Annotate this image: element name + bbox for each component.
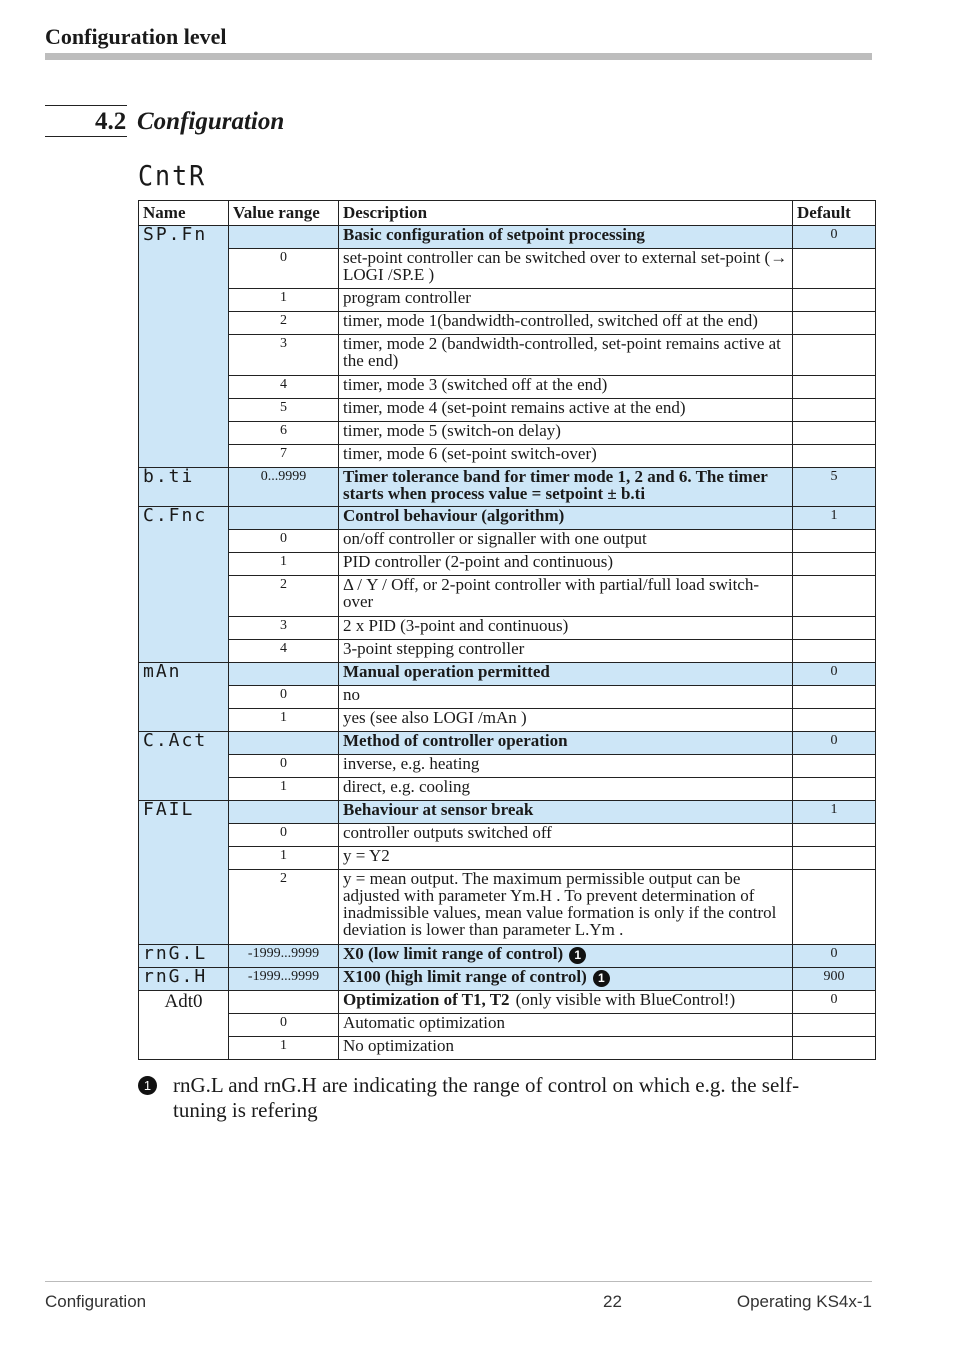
param-description (339, 968, 793, 991)
option-value: 0 (229, 686, 339, 709)
option-default (793, 335, 876, 376)
section-number: 4.2 (95, 108, 127, 135)
option-default (793, 312, 876, 335)
table-row (139, 335, 876, 376)
option-default (793, 709, 876, 732)
param-name (139, 507, 229, 663)
table-row (139, 576, 876, 617)
param-name (139, 991, 229, 1060)
option-default (793, 778, 876, 801)
table-row (139, 468, 876, 507)
col-header-default: Default (793, 201, 876, 226)
option-value: 4 (229, 376, 339, 399)
option-value: 1 (229, 289, 339, 312)
param-name (139, 468, 229, 507)
group-code: CntR (138, 159, 207, 192)
table-row (139, 968, 876, 991)
page-header-title: Configuration level (45, 24, 227, 49)
option-description: 2 x PID (3-point and continuous) (339, 617, 793, 640)
option-default (793, 399, 876, 422)
option-default (793, 553, 876, 576)
param-default: 900 (793, 968, 876, 991)
param-name-label: mAn (143, 661, 182, 682)
option-value: 0 (229, 530, 339, 553)
table-row (139, 226, 876, 249)
param-default: 1 (793, 801, 876, 824)
param-description (339, 945, 793, 968)
param-name-label: FAIL (143, 799, 195, 820)
option-default (793, 847, 876, 870)
option-value: 2 (229, 870, 339, 945)
table-row (139, 991, 876, 1014)
param-description (339, 991, 793, 1014)
table-header-row (139, 201, 876, 226)
option-value: 0 (229, 1014, 339, 1037)
footnote-mark: 1 (138, 1076, 157, 1095)
col-header-name: Name (139, 201, 229, 226)
table-row (139, 663, 876, 686)
param-name-label: C.Fnc (143, 505, 208, 526)
footer-page-number: 22 (603, 1292, 622, 1311)
table-row (139, 249, 876, 289)
param-name-label: rnG.H (143, 966, 208, 987)
option-default (793, 422, 876, 445)
table-row (139, 289, 876, 312)
param-description-text: Manual operation permitted (343, 662, 550, 681)
footer-rule (45, 1281, 872, 1282)
option-value: 1 (229, 1037, 339, 1060)
param-name (139, 968, 229, 991)
col-header-description: Description (339, 201, 793, 226)
option-default (793, 530, 876, 553)
footnote-text: rnG.L and rnG.H are indicating the range of control on which e.g. the self-tuning is refering (173, 1073, 800, 1122)
option-value: 1 (229, 847, 339, 870)
table-row (139, 553, 876, 576)
option-description: timer, mode 3 (switched off at the end) (339, 376, 793, 399)
param-name-label: SP.Fn (143, 224, 208, 245)
footer-left: Configuration (45, 1292, 147, 1311)
param-default: 0 (793, 226, 876, 249)
option-description: timer, mode 1(bandwidth-controlled, switched off at the end) (339, 312, 793, 335)
section-rule-bottom (45, 136, 127, 137)
param-description-text: Timer tolerance band for timer mode 1, 2 and 6. The timer starts when process value = setpoint ± b.ti (343, 467, 768, 503)
param-range (229, 732, 339, 755)
param-name (139, 801, 229, 945)
param-description-text: Behaviour at sensor break (343, 800, 534, 819)
table-row (139, 801, 876, 824)
param-default: 0 (793, 945, 876, 968)
option-default (793, 824, 876, 847)
option-default (793, 686, 876, 709)
table-row (139, 640, 876, 663)
param-range: -1999...9999 (229, 945, 339, 968)
option-description: program controller (339, 289, 793, 312)
option-default (793, 376, 876, 399)
option-description: direct, e.g. cooling (339, 778, 793, 801)
param-name (139, 732, 229, 801)
option-value: 2 (229, 576, 339, 617)
param-description-text: X0 (low limit range of control) (343, 944, 564, 963)
param-default: 0 (793, 663, 876, 686)
param-name (139, 945, 229, 968)
option-value: 3 (229, 617, 339, 640)
option-value: 6 (229, 422, 339, 445)
option-description: on/off controller or signaller with one output (339, 530, 793, 553)
param-description-text: Optimization of T1, T2 (343, 990, 510, 1009)
param-name-label: C.Act (143, 730, 208, 751)
table-row (139, 755, 876, 778)
option-value: 1 (229, 778, 339, 801)
param-description-text: Method of controller operation (343, 731, 568, 750)
param-range: 0...9999 (229, 468, 339, 507)
option-value: 5 (229, 399, 339, 422)
table-row (139, 507, 876, 530)
param-description (339, 663, 793, 686)
option-description: set-point controller can be switched over to external set-point (→ LOGI /SP.E ) (339, 249, 793, 289)
option-default (793, 617, 876, 640)
param-name-label: Adt0 (164, 991, 203, 1012)
table-row (139, 847, 876, 870)
option-default (793, 289, 876, 312)
footnote-ref-mark: 1 (569, 947, 586, 964)
option-description: y = Y2 (339, 847, 793, 870)
table-row (139, 1014, 876, 1037)
param-default: 0 (793, 991, 876, 1014)
option-value: 1 (229, 709, 339, 732)
footnote (138, 1073, 838, 1123)
param-range (229, 991, 339, 1014)
option-description: timer, mode 6 (set-point switch-over) (339, 445, 793, 468)
option-description: PID controller (2-point and continuous) (339, 553, 793, 576)
header-bar (45, 53, 872, 60)
table-row (139, 445, 876, 468)
table-row (139, 399, 876, 422)
option-value: 0 (229, 824, 339, 847)
table-row (139, 709, 876, 732)
table-row (139, 617, 876, 640)
table-row (139, 686, 876, 709)
option-description: no (339, 686, 793, 709)
table-row (139, 376, 876, 399)
option-description: controller outputs switched off (339, 824, 793, 847)
option-description: timer, mode 4 (set-point remains active at the end) (339, 399, 793, 422)
option-description: No optimization (339, 1037, 793, 1060)
param-range (229, 226, 339, 249)
param-default: 0 (793, 732, 876, 755)
param-description-text: Control behaviour (algorithm) (343, 506, 565, 525)
option-description: 3-point stepping controller (339, 640, 793, 663)
table-row (139, 530, 876, 553)
param-description-text: Basic configuration of setpoint processing (343, 225, 645, 244)
table-row (139, 945, 876, 968)
param-default: 5 (793, 468, 876, 507)
table-row (139, 870, 876, 945)
option-description: Δ / Y / Off, or 2-point controller with partial/full load switch-over (339, 576, 793, 617)
param-description (339, 468, 793, 507)
table-row (139, 824, 876, 847)
option-default (793, 755, 876, 778)
option-description: inverse, e.g. heating (339, 755, 793, 778)
option-default (793, 1014, 876, 1037)
option-description: timer, mode 2 (bandwidth-controlled, set-point remains active at the end) (339, 335, 793, 376)
param-name-label: b.ti (143, 466, 195, 487)
config-table (138, 200, 876, 1060)
option-value: 1 (229, 553, 339, 576)
footer-right: Operating KS4x-1 (736, 1292, 872, 1311)
section-title: Configuration (137, 108, 285, 135)
option-description: y = mean output. The maximum permissible output can be adjusted with parameter Ym.H . To prevent determination of inadmissible values, mean value formation is only if the control deviation is lower than parameter L.Ym . (339, 870, 793, 945)
param-description (339, 226, 793, 249)
option-default (793, 445, 876, 468)
param-description (339, 801, 793, 824)
table-row (139, 1037, 876, 1060)
table-row (139, 732, 876, 755)
footnote-ref-mark: 1 (593, 970, 610, 987)
section-rule-top (45, 105, 127, 106)
option-default (793, 870, 876, 945)
table-row (139, 778, 876, 801)
option-description: timer, mode 5 (switch-on delay) (339, 422, 793, 445)
option-value: 0 (229, 755, 339, 778)
param-description (339, 732, 793, 755)
table-row (139, 422, 876, 445)
option-default (793, 576, 876, 617)
param-default: 1 (793, 507, 876, 530)
param-description (339, 507, 793, 530)
option-description: yes (see also LOGI /mAn ) (339, 709, 793, 732)
param-name-label: rnG.L (143, 943, 208, 964)
param-description-note: (only visible with BlueControl!) (515, 990, 736, 1009)
param-name (139, 226, 229, 468)
option-value: 0 (229, 249, 339, 289)
option-default (793, 640, 876, 663)
param-range (229, 663, 339, 686)
option-description: Automatic optimization (339, 1014, 793, 1037)
col-header-value-range: Value range (229, 201, 339, 226)
table-row (139, 312, 876, 335)
param-range: -1999...9999 (229, 968, 339, 991)
option-value: 3 (229, 335, 339, 376)
option-default (793, 1037, 876, 1060)
option-value: 4 (229, 640, 339, 663)
param-description-text: X100 (high limit range of control) (343, 967, 587, 986)
option-value: 2 (229, 312, 339, 335)
param-range (229, 507, 339, 530)
param-name (139, 663, 229, 732)
param-range (229, 801, 339, 824)
option-value: 7 (229, 445, 339, 468)
option-default (793, 249, 876, 289)
